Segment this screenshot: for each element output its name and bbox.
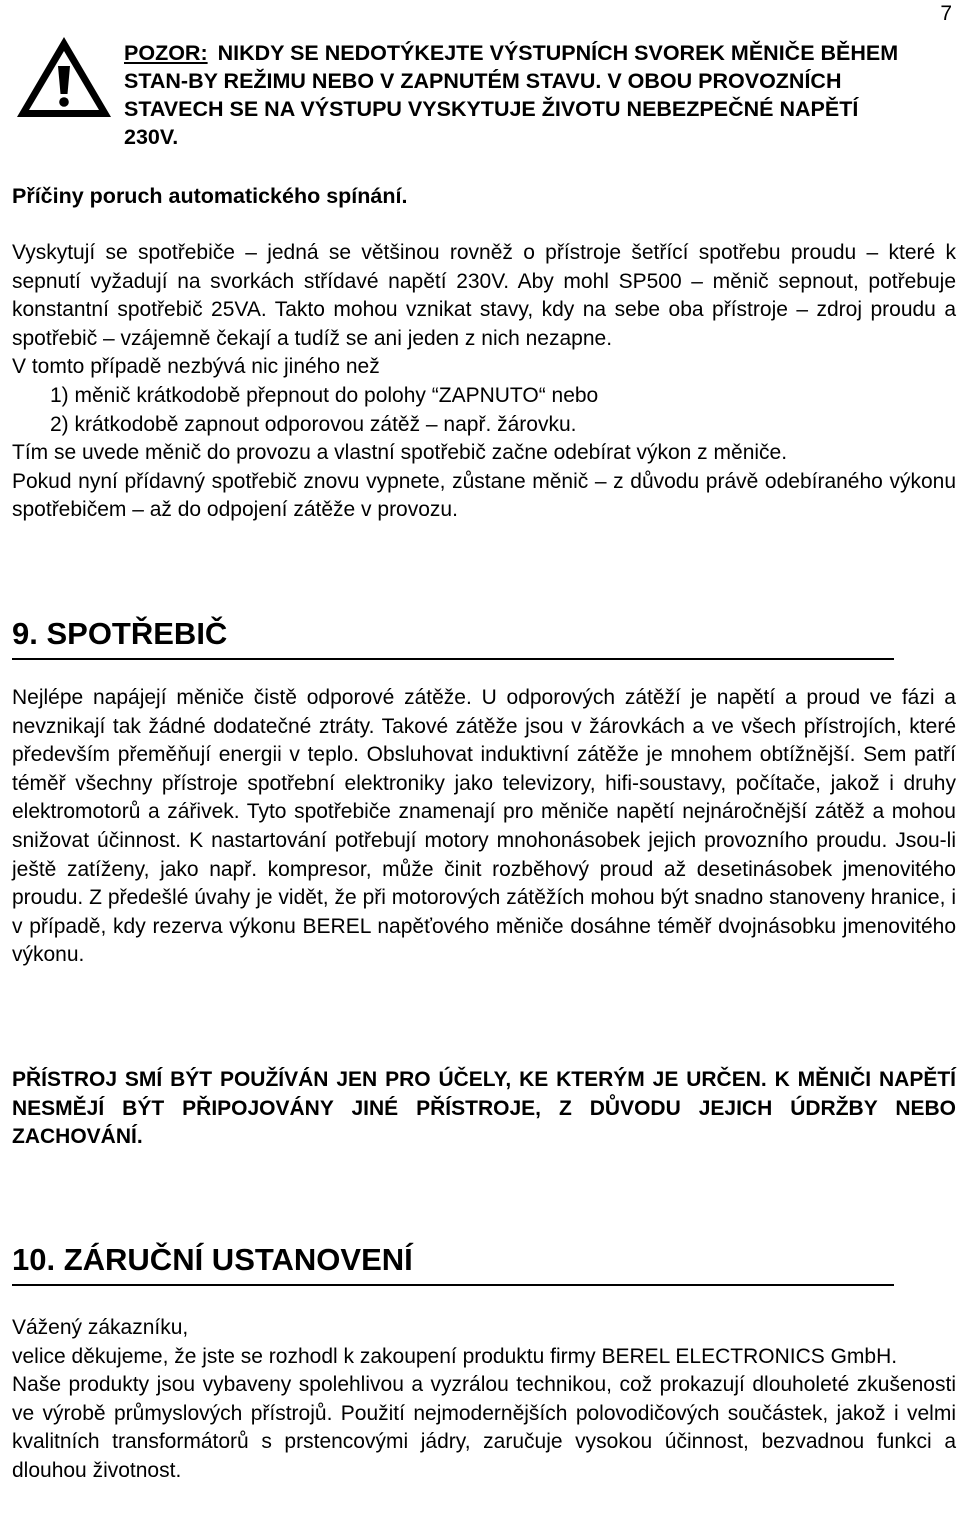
products-paragraph: Naše produkty jsou vybaveny spolehlivou a vyzrálou technikou, což prokazují dlouholeté zkušenosti ve výrobě průmyslových přístrojů. Použití nejmodernějších polovodičových součástek, jakož i velmi kvalitních transformátorů s prstencovými jádry, zaručuje vysokou účinnost, bezvadnou funkci a dlouhou životnost. [12,1373,956,1482]
warning-text [124,39,914,151]
warning-message: NIKDY SE NEDOTÝKEJTE VÝSTUPNÍCH SVOREK MĚNIČE BĚHEM STAN-BY REŽIMU NEBO V ZAPNUTÉM STAVU. V OBOU PROVOZNÍCH STAVECH SE NA VÝSTUPU VYSKYTUJE ŽIVOTU NEBEZPEČNÉ NAPĚTÍ 230V. [124,41,899,149]
greeting: Vážený zákazníku, [12,1316,189,1339]
faults-heading: Příčiny poruch automatického spínání. [12,184,408,208]
thanks-paragraph: velice děkujeme, že jste se rozhodl k zakoupení produktu firmy BEREL ELECTRONICS GmbH. [12,1344,898,1368]
faults-section [12,239,956,525]
section-10-heading: 10. ZÁRUČNÍ USTANOVENÍ [12,1242,894,1286]
faults-result: Tím se uvede měnič do provozu a vlastní spotřebič začne odebírat výkon z měniče. [12,441,788,465]
faults-intro: V tomto případě nezbývá nic jiného než [12,355,380,379]
warning-label: POZOR: [124,41,208,65]
section-9-paragraph: Nejlépe napájejí měniče čistě odporové zátěže. U odporových zátěží je napětí a proud ve fázi a nevznikají tak žádné dodatečné ztráty. Takové zátěže jsou v žárovkách a ve všech přístrojích, které především přeměňují energii v teplo. Obsluhovat induktivní zátěže je mnohem obtížnější. Sem patří téměř všechny přístroje spotřební elektroniky jako televizory, hifi-soustavy, počítače, jakož i druhy elektromotorů a zářivek. Tyto spotřebiče znamenají pro měniče napětí nejnáročnější zátěž a mohou snižovat účinnost. K nastartování potřebují motory mnohonásobek jejich provozního proudu. Jsou-li ještě zatíženy, jako např. kompresor, může činit rozběhový proud až desetinásobek jmenovitého proudu. Z předešlé úvahy je vidět, že při motorových zátěžích mohou být snadno stanoveny hranice, i v případě, kdy rezerva výkonu BEREL napěťového měniče dosáhne téměř dvojnásobku jmenovitého výkonu. [12,686,956,967]
faults-step-1: 1) měnič krátkodobě přepnout do polohy “ZAPNUTO“ nebo [50,383,599,407]
section-10-body [12,1314,956,1486]
page-number: 7 [940,2,952,25]
usage-notice: PŘÍSTROJ SMÍ BÝT POUŽÍVÁN JEN PRO ÚČELY, KE KTERÝM JE URČEN. K MĚNIČI NAPĚTÍ NESMĚJÍ BÝT PŘIPOJOVÁNY JINÉ PŘÍSTROJE, Z DŮVODU JEJICH ÚDRŽBY NEBO ZACHOVÁNÍ. [12,1068,956,1149]
section-9-heading: 9. SPOTŘEBIČ [12,616,894,660]
faults-step-2: 2) krátkodobě zapnout odporovou zátěž – např. žárovku. [50,412,577,436]
faults-final: Pokud nyní přídavný spotřebič znovu vypnete, zůstane měnič – z důvodu právě odebíraného výkonu spotřebičem – až do odpojení zátěže v provozu. [12,469,956,522]
warning-triangle-icon [14,34,114,120]
faults-paragraph: Vyskytují se spotřebiče – jedná se většinou rovněž o přístroje šetřící spotřebu proudu – které k sepnutí vyžadují na svorkách střídavé napětí 230V. Aby mohl SP500 – měnič sepnout, potřebuje konstantní spotřebič 25VA. Takto mohou vznikat stavy, kdy na sebe oba přístroje – zdroj proudu a spotřebič – vzájemně čekají a tudíž se ani jeden z nich nezapne. [12,241,956,350]
